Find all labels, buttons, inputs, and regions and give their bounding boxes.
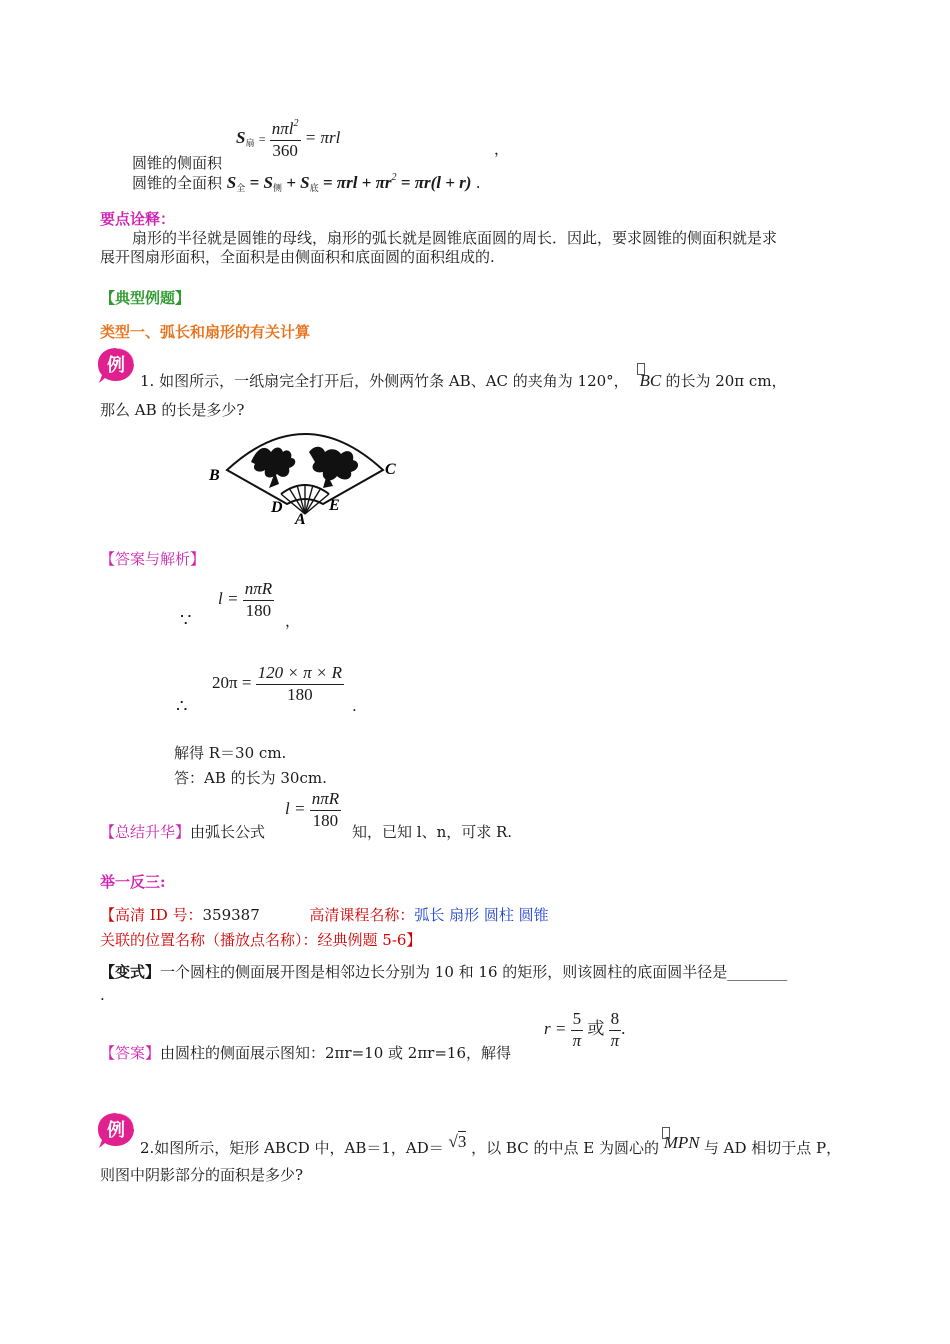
variant-r-formula xyxy=(544,1010,625,1050)
total-expr-2: = S xyxy=(249,173,273,192)
variant-dot: . xyxy=(100,986,105,1004)
variant-ans-tag: 【答案】 xyxy=(100,1044,161,1062)
r-lhs: r = xyxy=(544,1019,567,1039)
total-s: S xyxy=(226,173,237,192)
summary-text-b: 知，已知 l、n，可求 R. xyxy=(352,823,513,841)
type1-heading: 类型一、弧长和扇形的有关计算 xyxy=(100,323,311,341)
summary-formula xyxy=(285,790,341,830)
ex2-arc-label: MPN xyxy=(663,1133,700,1152)
fig-label-d: D xyxy=(271,499,283,516)
variant-question xyxy=(100,961,787,982)
r-num-2: 8 xyxy=(609,1010,622,1031)
lateral-s: S xyxy=(236,128,246,148)
badge-char: 例 xyxy=(107,355,125,376)
lateral-sub: 扇 xyxy=(245,138,255,149)
ex2-line2: 则图中阴影部分的面积是多少? xyxy=(100,1166,304,1184)
fig-label-e: E xyxy=(329,497,340,514)
fan-figure xyxy=(205,418,405,528)
r-or: 或 xyxy=(587,1019,605,1040)
variant-answer xyxy=(100,1042,511,1063)
ans1-because: ∵ xyxy=(180,610,192,631)
ans1-f2-lhs: 20π = xyxy=(212,673,252,693)
typical-examples-heading: 【典型例题】 xyxy=(100,289,191,307)
lateral-num: nπl xyxy=(271,119,294,138)
ex1-line1-a: 1. 如图所示，一纸扇完全打开后，外侧两竹条 AB、AC 的夹角为 120°， xyxy=(140,372,629,390)
ans1-f1-lhs: l = xyxy=(218,589,239,609)
keypoint-line2: 展开图扇形面积，全面积是由侧面积和底面圆的面积组成的. xyxy=(100,248,495,266)
total-area-row xyxy=(132,172,480,194)
ans1-f1-num: nπR xyxy=(243,580,274,601)
r-frac-1 xyxy=(571,1010,584,1050)
total-expr-3: + S xyxy=(286,173,310,192)
variant-heading: 举一反三: xyxy=(100,873,166,891)
hd-info-row xyxy=(100,904,549,925)
lateral-fraction xyxy=(270,118,301,160)
r-tail: . xyxy=(621,1019,626,1039)
ans1-f2-den: 180 xyxy=(287,684,313,704)
hd-id-label: 【高清 ID 号： xyxy=(100,906,203,924)
ans1-answer: 答：AB 的长为 30cm. xyxy=(174,769,327,787)
ans1-formula2 xyxy=(212,664,344,704)
r-den-1: π xyxy=(572,1030,582,1050)
total-expr-4: = πrl + πr xyxy=(322,173,392,192)
total-area-formula xyxy=(227,173,476,192)
summary-f-den: 180 xyxy=(312,810,339,830)
ans1-formula1 xyxy=(218,580,274,620)
total-sup: 2 xyxy=(391,172,397,183)
course-label: 高清课程名称： xyxy=(309,906,415,924)
keypoint-line1: 扇形的半径就是圆锥的母线，扇形的弧长就是圆锥底面圆的周长．因此，要求圆锥的侧面积就是求 xyxy=(132,229,778,247)
lateral-rhs: = πrl xyxy=(304,128,341,148)
summary-heading: 【总结升华】 xyxy=(100,823,191,841)
hd-id-value: 359387 xyxy=(202,906,260,924)
ans1-f2-frac xyxy=(256,664,344,704)
fig-label-a: A xyxy=(295,511,306,528)
ex1-arc-label: BC xyxy=(639,371,662,390)
r-frac-2 xyxy=(609,1010,622,1050)
ex1-line2: 那么 AB 的长是多少? xyxy=(100,401,245,419)
total-sub-3: 底 xyxy=(309,183,319,193)
ans1-f2-num: 120 × π × R xyxy=(256,664,344,685)
summary-row xyxy=(100,821,265,842)
lateral-area-label: 圆锥的侧面积 xyxy=(132,154,223,172)
total-sub-1: 全 xyxy=(236,183,246,193)
position-name: 关联的位置名称（播放点名称）：经典例题 5-6】 xyxy=(100,931,422,949)
ans1-f1-den: 180 xyxy=(245,600,272,620)
r-num-1: 5 xyxy=(571,1010,584,1031)
lateral-area-formula: $S_扇$ = $\frac{n\pi l^2}{360}$ = πrl xyxy=(236,118,341,160)
variant-tag: 【变式】 xyxy=(100,963,161,981)
example-badge-2-icon xyxy=(96,1110,136,1150)
ans1-f1-tail: ， xyxy=(285,612,301,630)
ex1-line1-b: 的长为 20π cm， xyxy=(665,372,787,390)
keypoint-heading: 要点诠释： xyxy=(100,210,176,228)
lateral-den: 360 xyxy=(272,140,298,160)
ex2-arc-box xyxy=(662,1127,670,1139)
ex1-arc xyxy=(639,371,665,390)
summary-text-a: 由弧长公式 xyxy=(190,823,266,841)
ex2-sqrt: √3 xyxy=(448,1132,467,1151)
variant-ans-text: 由圆柱的侧面展示图知：2πr=10 或 2πr=16，解得 xyxy=(160,1044,512,1062)
badge-2-char: 例 xyxy=(107,1120,125,1141)
answer1-heading: 【答案与解析】 xyxy=(100,550,206,568)
total-expr-5: = πr(l + r) xyxy=(400,173,472,192)
ex2-line1-b: ，以 BC 的中点 E 为圆心的 xyxy=(471,1139,659,1157)
ex2-line1-c: 与 AD 相切于点 P， xyxy=(703,1139,842,1157)
ans1-f1-frac xyxy=(243,580,274,620)
summary-f-lhs: l = xyxy=(285,799,306,819)
ex2-arc xyxy=(664,1133,704,1152)
fig-label-c: C xyxy=(385,461,396,478)
ex2-line1 xyxy=(140,1132,842,1158)
fig-label-b: B xyxy=(209,467,220,484)
ex2-line1-a: 2.如图所示，矩形 ABCD 中，AB＝1，AD＝ xyxy=(140,1139,444,1157)
ex1-line1 xyxy=(140,370,787,391)
total-tail: . xyxy=(475,174,481,192)
ans1-solve: 解得 R＝30 cm. xyxy=(174,744,287,762)
example-badge-icon xyxy=(96,345,136,385)
ex2-sqrt-val: 3 xyxy=(457,1132,467,1151)
ans1-f2-tail: . xyxy=(352,697,357,715)
summary-f-num: nπR xyxy=(310,790,341,811)
course-names: 弧长 扇形 圆柱 圆锥 xyxy=(414,906,549,924)
total-area-label: 圆锥的全面积 xyxy=(132,174,223,192)
lateral-tail: ， xyxy=(494,140,510,158)
arc-box xyxy=(637,363,645,375)
total-sub-2: 侧 xyxy=(272,183,282,193)
r-den-2: π xyxy=(610,1030,620,1050)
ans1-therefore: ∴ xyxy=(176,696,188,717)
lateral-num-sup: 2 xyxy=(293,118,299,129)
variant-text: 一个圆柱的侧面展开图是相邻边长分别为 10 和 16 的矩形，则该圆柱的底面圆半径是________ xyxy=(160,963,788,981)
summary-frac xyxy=(310,790,341,830)
